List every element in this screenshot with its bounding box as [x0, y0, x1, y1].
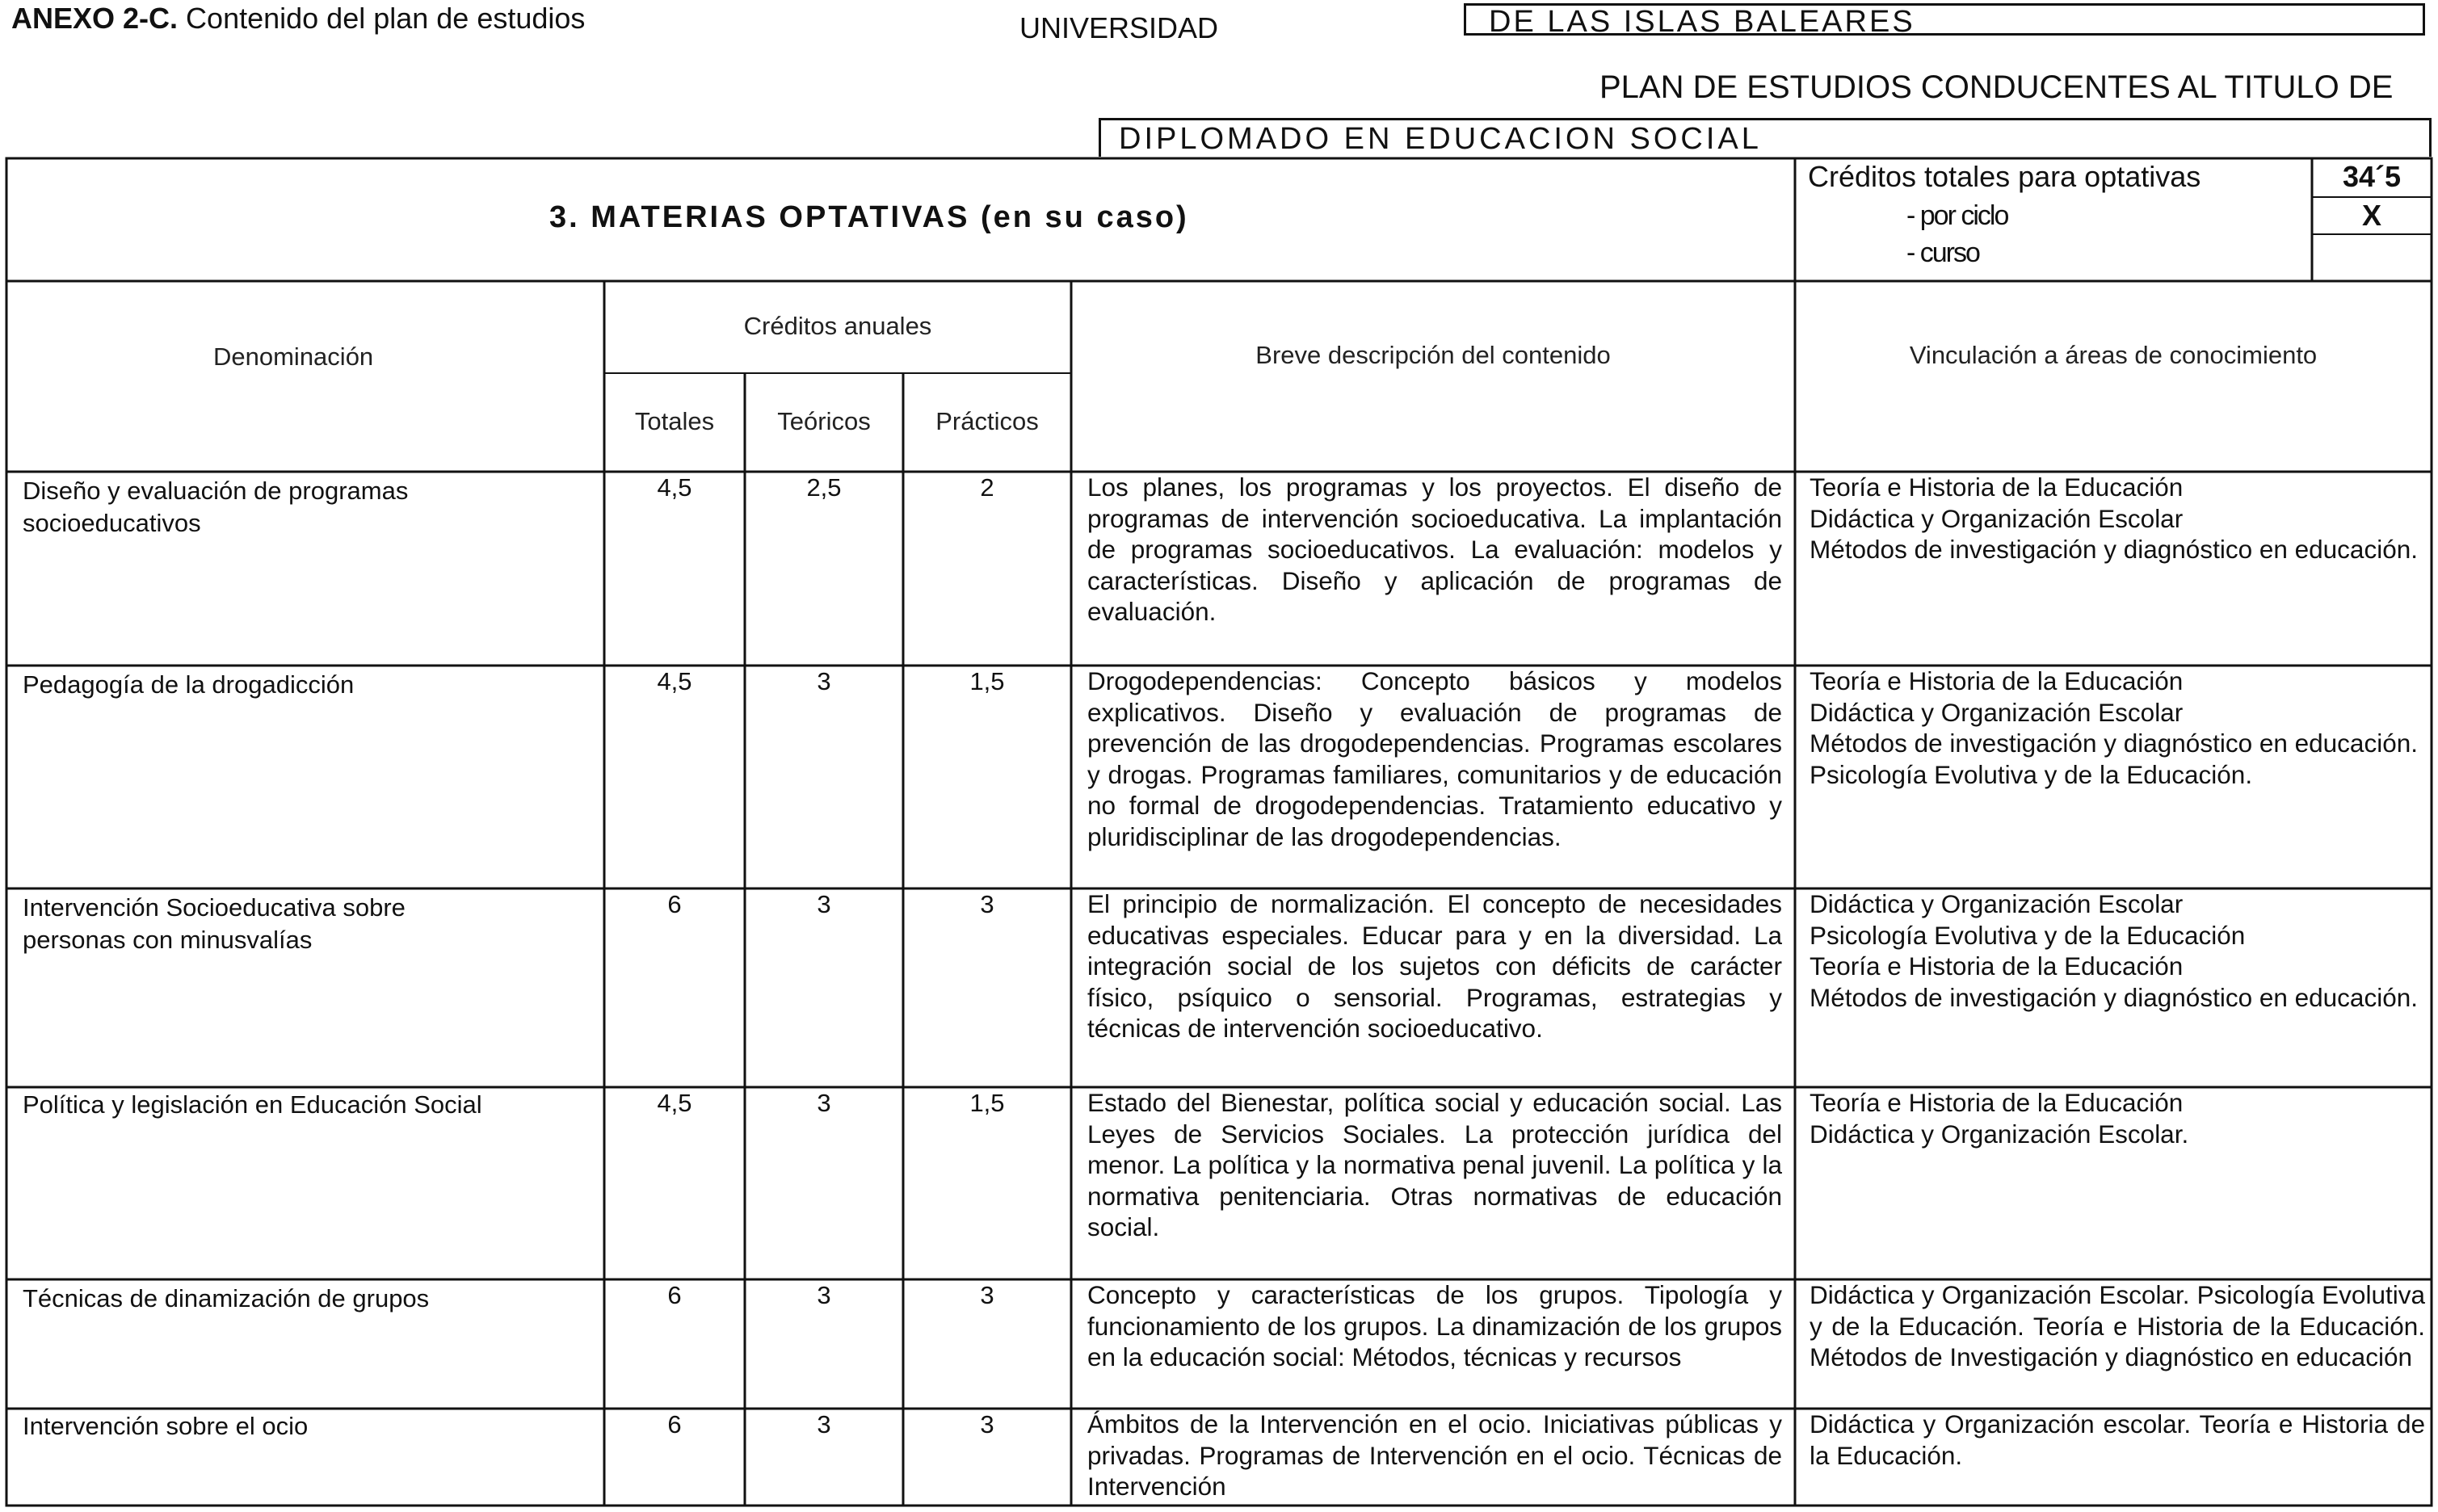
- annex-label: ANEXO 2-C.: [11, 2, 179, 35]
- credits-theory: 2,5: [806, 473, 842, 502]
- subject-name: Intervención sobre el ocio: [23, 1412, 309, 1440]
- subject-name: Técnicas de dinamización de grupos: [23, 1284, 430, 1312]
- credits-practice: 1,5: [969, 667, 1005, 695]
- annex-text: Contenido del plan de estudios: [178, 2, 586, 35]
- per-cycle-label: - por ciclo: [1906, 200, 2008, 231]
- col-practicos: Prácticos: [935, 407, 1039, 435]
- degree-name-box: DIPLOMADO EN EDUCACION SOCIAL: [1099, 118, 2432, 157]
- annex-heading: [11, 2, 585, 36]
- credits-practice: 3: [980, 1410, 994, 1438]
- subject-description: Los planes, los programas y los proyectos. El diseño de programas de intervención socioeducativa. La implantación de programas socioeducativos. La evaluación: modelos y características. Diseño y aplicación de programas de evaluación.: [1087, 472, 1782, 627]
- credits-theory: 3: [817, 1281, 831, 1309]
- knowledge-areas: Didáctica y Organización Escolar Psicología Evolutiva y de la Educación Teoría e Historia de la Educación Métodos de investigación y diagnóstico en educación.: [1810, 889, 2418, 1012]
- knowledge-areas: Didáctica y Organización escolar. Teoría e Historia de la Educación.: [1810, 1409, 2425, 1470]
- per-course-label: - curso: [1906, 237, 1979, 268]
- col-teoricos: Teóricos: [777, 407, 871, 435]
- university-name-box: DE LAS ISLAS BALEARES: [1464, 3, 2425, 36]
- credits-total: 4,5: [657, 473, 692, 502]
- subject-description: Ámbitos de la Intervención en el ocio. Iniciativas públicas y privadas. Programas de Intervención en el ocio. Técnicas de Intervención: [1087, 1409, 1782, 1502]
- subject-description: El principio de normalización. El concepto de necesidades educativas especiales. Educar para y en la diversidad. La integración social de los sujetos con déficits de carácter físico, psíquico o sensorial. Programas, estrategias y técnicas de intervención socioeducativo.: [1087, 889, 1782, 1044]
- credits-theory: 3: [817, 890, 831, 918]
- subject-description: Drogodependencias: Concepto básicos y modelos explicativos. Diseño y evaluación de programas de prevención de las drogodependencias. Programas escolares y drogas. Programas familiares, comunitarios y de educación no formal de drogodependencias. Tratamiento educativo y pluridisciplinar de las drogodependencias.: [1087, 666, 1782, 851]
- col-creditos-anuales: Créditos anuales: [743, 312, 932, 340]
- university-label: UNIVERSIDAD: [1019, 11, 1219, 44]
- subject-name: Pedagogía de la drogadicción: [23, 670, 355, 699]
- credits-practice: 3: [980, 1281, 994, 1309]
- credits-total: 4,5: [657, 1089, 692, 1117]
- col-descripcion: Breve descripción del contenido: [1255, 341, 1611, 369]
- credits-theory: 3: [817, 1410, 831, 1438]
- col-totales: Totales: [634, 407, 715, 435]
- credits-practice: 2: [980, 473, 994, 502]
- col-denominacion: Denominación: [213, 342, 374, 371]
- per-cycle-value: X: [2361, 199, 2381, 232]
- knowledge-areas: Teoría e Historia de la Educación Didáctica y Organización Escolar Métodos de investigación y diagnóstico en educación. Psicología Evolutiva y de la Educación.: [1810, 666, 2418, 789]
- subject-name: Intervención Socioeducativa sobre personas con minusvalías: [23, 893, 406, 954]
- subject-name: Política y legislación en Educación Social: [23, 1090, 482, 1119]
- credits-practice: 3: [980, 890, 994, 918]
- section-title: 3. MATERIAS OPTATIVAS (en su caso): [549, 200, 1189, 234]
- knowledge-areas: Teoría e Historia de la Educación Didáctica y Organización Escolar.: [1810, 1088, 2189, 1149]
- optional-credits-value: 34´5: [2342, 160, 2402, 193]
- credits-total: 4,5: [657, 667, 692, 695]
- subject-description: Concepto y características de los grupos. Tipología y funcionamiento de los grupos. La dinamización de los grupos en la educación social: Métodos, técnicas y recursos: [1087, 1280, 1782, 1372]
- col-vinculacion: Vinculación a áreas de conocimiento: [1909, 341, 2318, 369]
- credits-theory: 3: [817, 1089, 831, 1117]
- knowledge-areas: Didáctica y Organización Escolar. Psicología Evolutiva y de la Educación. Teoría e Historia de la Educación. Métodos de Investigación y diagnóstico en educación: [1810, 1280, 2425, 1372]
- knowledge-areas: Teoría e Historia de la Educación Didáctica y Organización Escolar Métodos de investigación y diagnóstico en educación.: [1810, 472, 2418, 565]
- subject-description: Estado del Bienestar, política social y educación social. Las Leyes de Servicios Sociales. La protección jurídica del menor. La política y la normativa penal juvenil. La política y la normativa penitenciaria. Otras normativas de educación social.: [1087, 1088, 1782, 1242]
- credits-total: 6: [667, 1410, 682, 1438]
- credits-practice: 1,5: [969, 1089, 1005, 1117]
- subject-name: Diseño y evaluación de programas socioeducativos: [23, 477, 409, 537]
- credits-total: 6: [667, 890, 682, 918]
- credits-theory: 3: [817, 667, 831, 695]
- credits-total: 6: [667, 1281, 682, 1309]
- plan-title: PLAN DE ESTUDIOS CONDUCENTES AL TITULO DE: [1599, 69, 2394, 105]
- optional-credits-label: Créditos totales para optativas: [1808, 160, 2201, 193]
